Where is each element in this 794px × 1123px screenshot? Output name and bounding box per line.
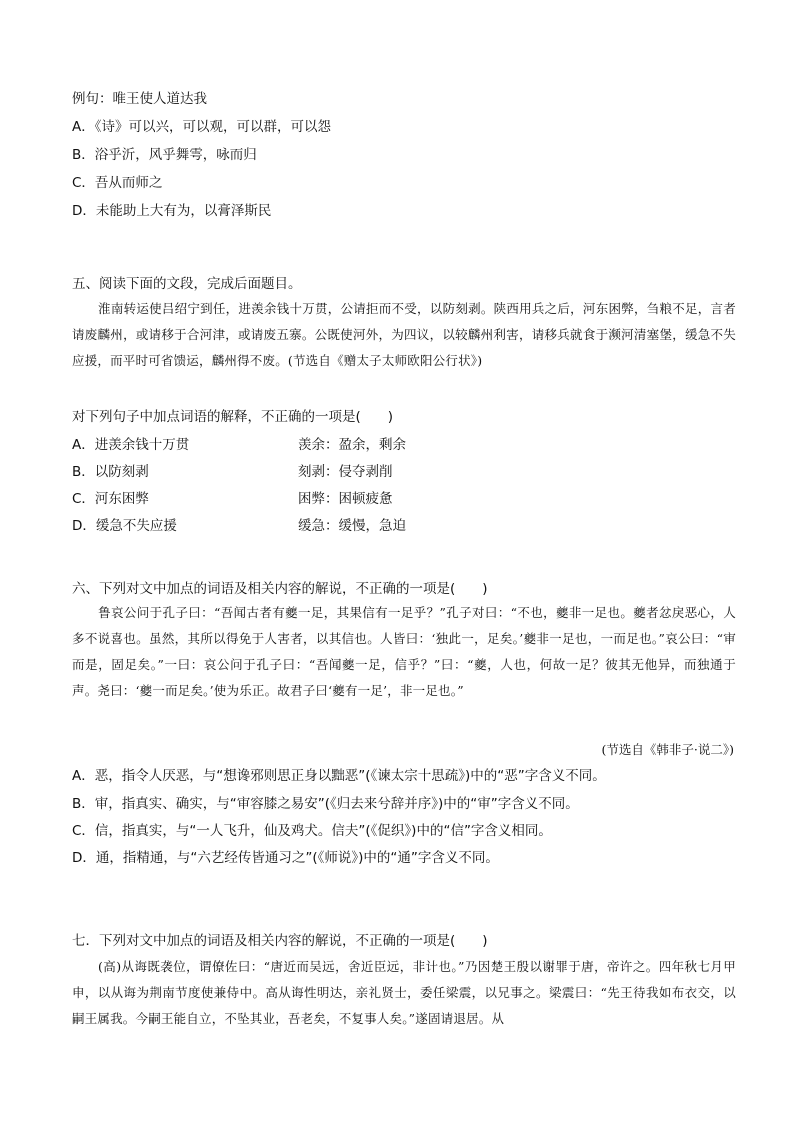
section6-passage-text: 鲁哀公问于孔子曰：“吾闻古者有夔一足，其果信有一足乎？”孔子对曰：“不也，夔非一足也。夔者忿戾恶心，人多不说喜也。虽然，其所以得免于人害者，以其信也。人皆曰：‘独此一，足矣。’夔非一足也，一而足也。”哀公曰：“审而是，固足矣。”一曰：哀公问于孔子曰：“吾闻夔一足，信乎？”曰：“夔，人也，何故一足？彼其无他异，而独通于声。尧曰：‘夔一而足矣。’使为乐正。故君子曰‘夔有一足’，非一足也。” <box>72 605 736 698</box>
section5-option-a-text: A．进羡余钱十万贯 <box>72 437 190 453</box>
section5-option-d-explanation: 缓急：缓慢，急迫 <box>298 518 406 534</box>
section5-question: 对下列句子中加点词语的解释，不正确的一项是( ) <box>72 409 394 425</box>
section5-option-b-explanation: 刻剥：侵夺剥削 <box>298 464 393 480</box>
section6-option-b: B．审，指真实、确实，与“审容膝之易安”(《归去来兮辞并序》)中的“审”字含义不同。 <box>72 796 579 812</box>
example-option-d: D．未能助上大有为，以膏泽斯民 <box>72 203 272 219</box>
section5-option-b-text: B．以防刻剥 <box>72 464 149 480</box>
section6-title: 六、下列对文中加点的词语及相关内容的解说，不正确的一项是( ) <box>72 581 488 597</box>
example-option-c: C．吾从而师之 <box>72 175 163 191</box>
section6-passage <box>72 600 736 704</box>
section5-passage-text: 淮南转运使吕绍宁到任，进羡余钱十万贯，公请拒而不受，以防刻剥。陕西用兵之后，河东困弊，刍粮不足，言者请废麟州，或请移于合河津，或请废五寨。公既使河外，为四议，以较麟州利害，请移兵就食于濒河清塞堡，缓急不失应援，而平时可省馈运，麟州得不废。(节选自《赠太子太师欧阳公行状》) <box>72 301 736 368</box>
section7-passage-text: (高)从诲既袭位，谓僚佐曰：“唐近而吴远，舍近臣远，非计也。”乃因楚王殷以谢罪于唐，帝许之。四年秋七月甲申，以从诲为荆南节度使兼侍中。高从诲性明达，亲礼贤士，委任梁震，以兄事之。梁震曰：“先王待我如布衣交，以嗣王属我。今嗣王能自立，不坠其业，吾老矣，不复事人矣。”遂固请退居。从 <box>72 959 736 1026</box>
section5-option-c-text: C．河东困弊 <box>72 491 149 507</box>
section5-option-d-text: D．缓急不失应援 <box>72 518 177 534</box>
example-sentence: 例句：唯王使人道达我 <box>72 91 207 107</box>
section6-source: (节选自《韩非子·说二》) <box>601 742 734 757</box>
section6-option-d: D．通，指精通，与“六艺经传皆通习之”(《师说》)中的“通”字含义不同。 <box>72 850 499 866</box>
section6-option-c: C．信，指真实，与“一人飞升，仙及鸡犬。信夫”(《促织》)中的“信”字含义相同。 <box>72 823 552 839</box>
example-option-a: A．《诗》可以兴，可以观，可以群，可以怨 <box>72 119 331 135</box>
section5-option-c-explanation: 困弊：困顿疲惫 <box>298 491 393 507</box>
section6-option-a: A．恶，指令人厌恶，与“想谗邪则思正身以黜恶”(《谏太宗十思疏》)中的“恶”字含义不同。 <box>72 768 606 784</box>
section5-title: 五、阅读下面的文段，完成后面题目。 <box>72 276 302 292</box>
section5-passage <box>72 296 736 374</box>
section7-title: 七．下列对文中加点的词语及相关内容的解说，不正确的一项是( ) <box>72 933 488 949</box>
section5-option-a-explanation: 羡余：盈余，剩余 <box>298 437 406 453</box>
example-option-b: B．浴乎沂，风乎舞雩，咏而归 <box>72 147 257 163</box>
section7-passage <box>72 954 736 1036</box>
